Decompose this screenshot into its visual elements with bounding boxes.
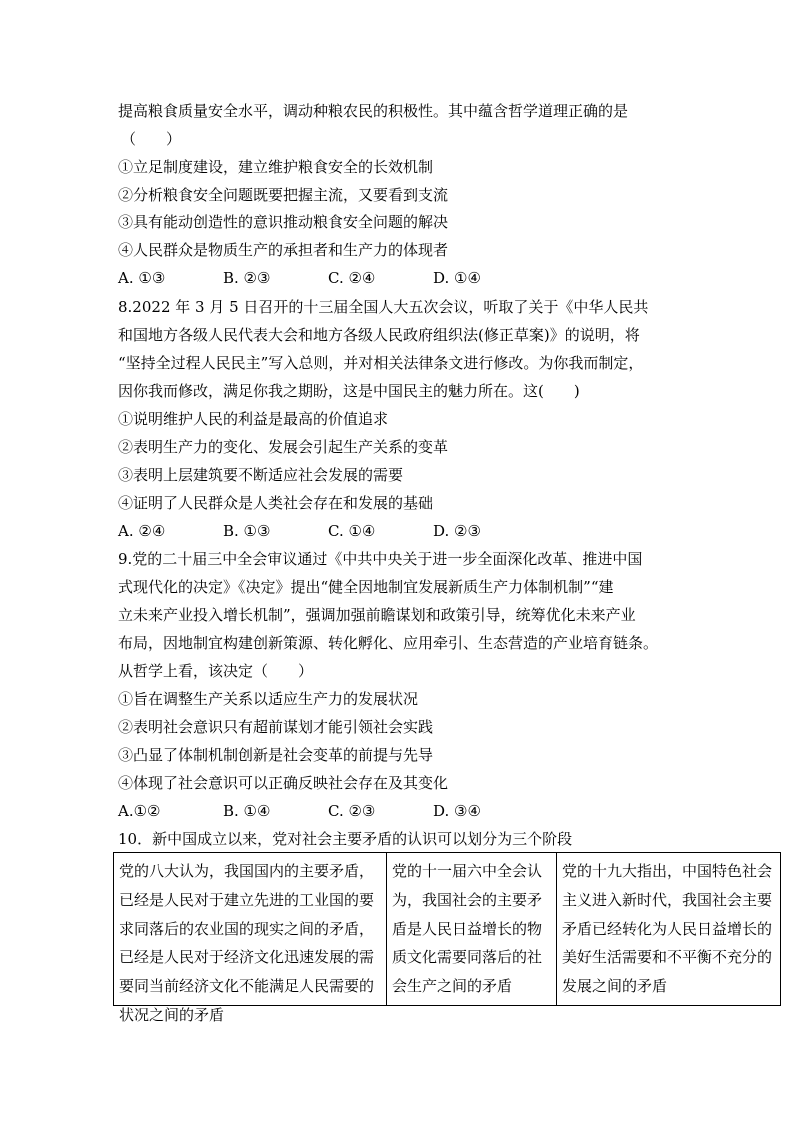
q8-option-b: B. ①③ bbox=[223, 522, 271, 540]
q10-table bbox=[113, 852, 781, 1024]
table-cell-nineteenth-congress: 党的十九大指出，中国特色社会主义进入新时代，我国社会主要矛盾已经转化为人民日益增长的美好生活需要和不平衡不充分的发展之间的矛盾 bbox=[557, 853, 781, 1006]
q8-stem-line-3: “坚持全过程人民民主”写入总则，并对相关法律条文进行修改。为你我而制定， bbox=[118, 354, 644, 372]
q9-item-4: ④体现了社会意识可以正确反映社会存在及其变化 bbox=[118, 774, 449, 792]
q8-stem-line-1: 8.2022 年 3 月 5 日召开的十三届全国人大五次会议，听取了关于《中华人民共 bbox=[118, 298, 649, 316]
q9-stem-line-4: 布局，因地制宜构建创新策源、转化孵化、应用牵引、生态营造的产业培育链条。 bbox=[118, 634, 659, 652]
q9-stem-line-5: 从哲学上看，该决定（ ） bbox=[118, 662, 314, 680]
q7-stem: 提高粮食质量安全水平，调动种粮农民的积极性。其中蕴含哲学道理正确的是 bbox=[118, 102, 629, 120]
q7-option-a: A. ①③ bbox=[118, 269, 166, 287]
q9-option-d: D. ③④ bbox=[433, 802, 481, 820]
q9-stem-line-2: 式现代化的决定》《决定》提出“健全因地制宜发展新质生产力体制机制”“建 bbox=[118, 578, 614, 596]
q7-answer-bracket: （ ） bbox=[121, 130, 182, 148]
q7-item-4: ④人民群众是物质生产的承担者和生产力的体现者 bbox=[118, 241, 449, 259]
q8-stem-line-4: 因你我而修改，满足你我之期盼，这是中国民主的魅力所在。这( ) bbox=[118, 382, 580, 400]
q9-options bbox=[118, 801, 538, 821]
q10-stem: 10．新中国成立以来，党对社会主要矛盾的认识可以划分为三个阶段 bbox=[118, 830, 573, 848]
q7-item-1: ①立足制度建设，建立维护粮食安全的长效机制 bbox=[118, 158, 434, 176]
q8-option-d: D. ②③ bbox=[433, 522, 481, 540]
q9-item-1: ①旨在调整生产关系以适应生产力的发展状况 bbox=[118, 690, 419, 708]
q7-item-3: ③具有能动创造性的意识推动粮食安全问题的解决 bbox=[118, 213, 449, 231]
q8-option-c: C. ①④ bbox=[328, 522, 376, 540]
q7-option-b: B. ②③ bbox=[223, 269, 271, 287]
q9-item-2: ②表明社会意识只有超前谋划才能引领社会实践 bbox=[118, 718, 434, 736]
q9-stem-line-3: 立未来产业投入增长机制”，强调加强前瞻谋划和政策引导，统筹优化未来产业 bbox=[118, 606, 636, 624]
table-row bbox=[114, 853, 781, 1006]
q8-item-4: ④证明了人民群众是人类社会存在和发展的基础 bbox=[118, 494, 434, 512]
q7-options bbox=[118, 268, 538, 288]
q8-item-1: ①说明维护人民的利益是最高的价值追求 bbox=[118, 410, 389, 428]
q7-option-d: D. ①④ bbox=[433, 269, 481, 287]
q7-option-c: C. ②④ bbox=[328, 269, 376, 287]
q9-item-3: ③凸显了体制机制创新是社会变革的前提与先导 bbox=[118, 746, 434, 764]
q8-item-2: ②表明生产力的变化、发展会引起生产关系的变革 bbox=[118, 438, 449, 456]
q8-item-3: ③表明上层建筑要不断适应社会发展的需要 bbox=[118, 466, 404, 484]
table-cell-eighth-congress: 党的八大认为，我国国内的主要矛盾，已经是人民对于建立先进的工业国的要求同落后的农业国的现实之间的矛盾，已经是人民对于经济文化迅速发展的需要同当前经济文化不能满足人民需要的状况之间的矛盾 bbox=[114, 853, 387, 1006]
q9-option-c: C. ②③ bbox=[328, 802, 376, 820]
table-cell-sixth-plenum: 党的十一届六中全会认为，我国社会的主要矛盾是人民日益增长的物质文化需要同落后的社会生产之间的矛盾 bbox=[387, 853, 557, 1006]
q8-stem-line-2: 和国地方各级人民代表大会和地方各级人民政府组织法(修正草案)》的说明，将 bbox=[118, 326, 640, 344]
q9-stem-line-1: 9.党的二十届三中全会审议通过《中共中央关于进一步全面深化改革、推进中国 bbox=[118, 550, 643, 568]
q8-option-a: A. ②④ bbox=[118, 522, 166, 540]
q7-item-2: ②分析粮食安全问题既要把握主流，又要看到支流 bbox=[118, 186, 449, 204]
q9-option-a: A.①② bbox=[118, 802, 161, 820]
q9-option-b: B. ①④ bbox=[223, 802, 271, 820]
q8-options bbox=[118, 521, 538, 541]
